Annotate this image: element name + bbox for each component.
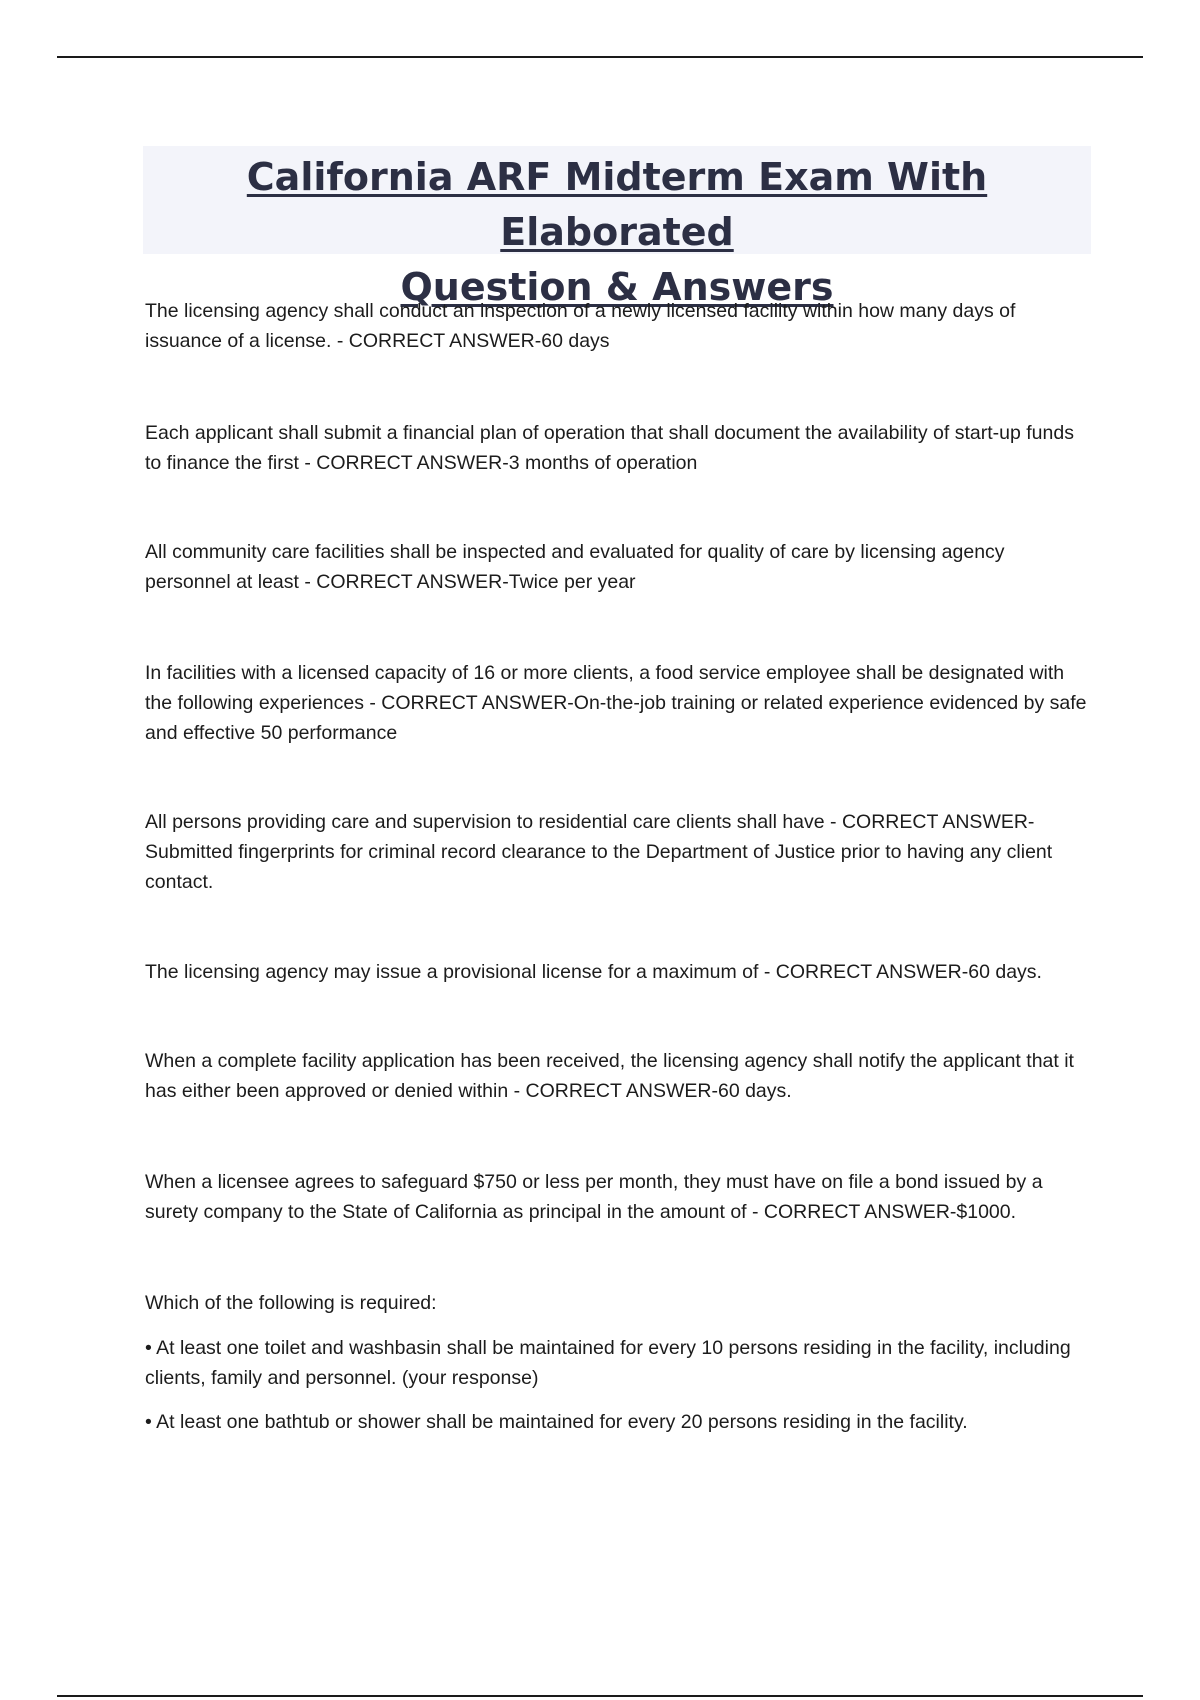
- bullet-item-1: • At least one toilet and washbasin shall be maintained for every 10 persons residing in the facility, including clients, family and personnel. (your response): [145, 1337, 1071, 1389]
- qa-item-5: All persons providing care and supervision to residential care clients shall have - CORRECT ANSWER-Submitted fingerprints for criminal record clearance to the Department of Justice prior to having any client contact.: [145, 811, 1053, 893]
- document-title: [143, 150, 1091, 315]
- qa-item-2: Each applicant shall submit a financial plan of operation that shall document the availability of start-up funds to finance the first - CORRECT ANSWER-3 months of operation: [145, 422, 1074, 474]
- qa-item-4: In facilities with a licensed capacity of 16 or more clients, a food service employee shall be designated with the following experiences - CORRECT ANSWER-On-the-job training or related experience evidenced by safe and effective 50 performance: [145, 662, 1087, 744]
- qa-item-1: The licensing agency shall conduct an inspection of a newly licensed facility within how many days of issuance of a license. - CORRECT ANSWER-60 days: [145, 300, 1016, 352]
- qa-item-9: Which of the following is required:: [145, 1292, 437, 1314]
- qa-item-8: When a licensee agrees to safeguard $750 or less per month, they must have on file a bond issued by a surety company to the State of California as principal in the amount of - CORRECT ANSWER-$1000.: [145, 1171, 1043, 1223]
- bullet-item-2: • At least one bathtub or shower shall be maintained for every 20 persons residing in the facility.: [145, 1411, 968, 1433]
- top-rule: [57, 56, 1143, 58]
- qa-item-7: When a complete facility application has been received, the licensing agency shall notify the applicant that it has either been approved or denied within - CORRECT ANSWER-60 days.: [145, 1050, 1074, 1102]
- title-line-2: Question & Answers: [400, 265, 834, 309]
- title-line-1: California ARF Midterm Exam With Elaborated: [246, 155, 988, 254]
- title-band: [143, 146, 1091, 309]
- bottom-rule: [57, 1695, 1143, 1697]
- qa-item-6: The licensing agency may issue a provisional license for a maximum of - CORRECT ANSWER-60 days.: [145, 961, 1042, 983]
- qa-item-3: All community care facilities shall be inspected and evaluated for quality of care by licensing agency personnel at least - CORRECT ANSWER-Twice per year: [145, 541, 1005, 593]
